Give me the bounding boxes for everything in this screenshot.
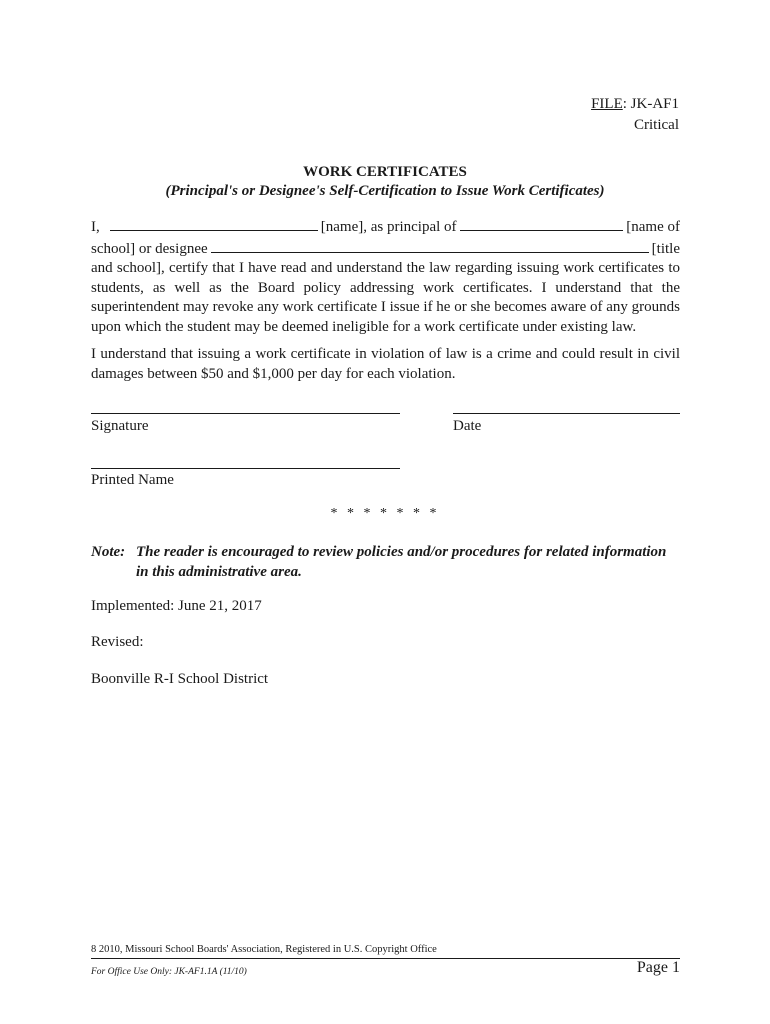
copyright-notice: 8 2010, Missouri School Boards' Association, Registered in U.S. Copyright Office (91, 944, 437, 955)
document-title: WORK CERTIFICATES (303, 164, 467, 180)
title-label: [title (651, 240, 680, 257)
file-label: FILE (591, 96, 623, 112)
printed-name-label: Printed Name (91, 472, 174, 488)
name-of-label: [name of (626, 219, 680, 235)
date-label: Date (453, 418, 482, 434)
signature-label: Signature (91, 418, 149, 434)
signature-line[interactable] (91, 413, 400, 414)
document-subtitle: (Principal's or Designee's Self-Certification to Issue Work Certificates) (165, 183, 605, 199)
district-name: Boonville R-I School District (91, 671, 269, 687)
implemented-date: Implemented: June 21, 2017 (91, 598, 262, 614)
school-designee-label: school] or designee (91, 240, 208, 257)
page-number: Page 1 (636, 959, 680, 976)
name-blank[interactable] (110, 216, 318, 231)
section-separator: * * * * * * * (330, 506, 440, 521)
i-label: I, (91, 219, 100, 235)
date-line[interactable] (453, 413, 680, 414)
certification-paragraph (91, 216, 680, 337)
violation-paragraph: I understand that issuing a work certificate in violation of law is a crime and could result in civil damages between $50 and $1,000 per day for each violation. (91, 346, 680, 382)
office-use-note: For Office Use Only: JK-AF1.1A (11/10) (91, 967, 247, 977)
footer-divider (91, 958, 680, 959)
file-code: : JK-AF1 (622, 96, 679, 112)
note-text: The reader is encouraged to review policies and/or procedures for related information in this administrative area. (136, 544, 667, 580)
name-label: [name], as principal of (320, 219, 457, 235)
school-blank[interactable] (460, 216, 624, 231)
certification-text: and school], certify that I have read and understand the law regarding issuing work certificates to students, as well as the Board policy addressing work certificates. I understand that the superintendent may revoke any work certificate I issue if he or she becomes aware of any grounds upon which the student may be deemed ineligible for a work certificate under existing law. (91, 260, 680, 335)
note-label: Note: (91, 544, 126, 560)
note-block (91, 543, 680, 582)
classification: Critical (634, 117, 679, 133)
file-header (591, 94, 679, 136)
designee-blank[interactable] (211, 238, 649, 253)
revised-label: Revised: (91, 634, 144, 650)
printed-name-line[interactable] (91, 468, 400, 469)
